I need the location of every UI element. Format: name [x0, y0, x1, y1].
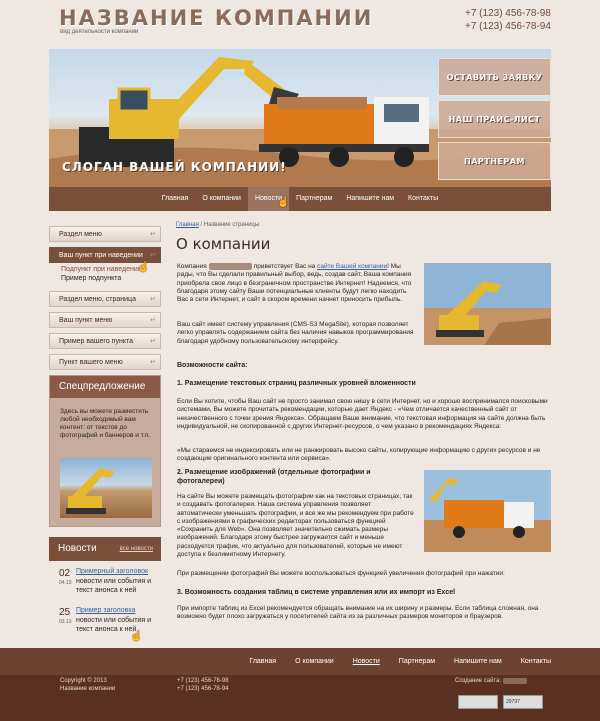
footer-phone-2: +7 (123) 456-78-94 — [177, 686, 229, 692]
submenu-item-example[interactable]: Пример подпункта — [61, 275, 122, 282]
features-heading: Возможности сайта: — [177, 362, 248, 369]
zoom-paragraph: При размещении фотографий Вы можете воспользоваться функцией увеличения фотографий при нажатии: — [177, 570, 505, 577]
footer-company-name: Название компании — [60, 686, 116, 692]
intro-text-mid: приветствует Вас на — [253, 263, 316, 270]
creator-blurred[interactable] — [503, 678, 527, 684]
special-offer-block — [49, 375, 161, 527]
section-3-heading: 3. Возможность создания таблиц в системе управления или их импорт из Excel — [177, 589, 456, 596]
banner-slogan: СЛОГАН ВАШЕЙ КОМПАНИИ! — [62, 160, 287, 174]
page-title: О компании — [176, 235, 271, 253]
footer-nav-about[interactable]: О компании — [295, 658, 334, 665]
breadcrumb — [176, 222, 551, 228]
sidebar-item-section[interactable]: Раздел меню ↵ — [49, 226, 161, 242]
content-image-truck[interactable] — [424, 470, 551, 552]
news-month: 04.13 — [59, 580, 72, 586]
news-title: Новости — [58, 543, 97, 554]
news-text: новости или события и текст анонса к ней — [76, 578, 151, 594]
footer-phones — [177, 677, 229, 693]
images-paragraph: На сайте Вы можете размещать фотографии как на текстовых страницах, так и создавать фотогалереи. Наша система управления позволяет автоматически уменьшать фотографии, и все же мы рекомендуем при работе с изображениями в графических редакторах пользоваться функцией «Сохранить для Web». Она позволяет значительно сжимать размеры изображений. Благодаря этому быстрее загружается сайт и меньше расходуется трафик, что актуально для пользователей, которые не имеют доступа к безлимитному Интернету. — [177, 493, 414, 559]
site-link[interactable]: сайте Вашей компании — [317, 263, 388, 270]
sidebar-item-section-page[interactable]: Раздел меню, страница ↵ — [49, 291, 161, 307]
nav-news[interactable]: Новости — [248, 187, 289, 211]
top-nav — [49, 187, 551, 211]
news-header — [49, 537, 161, 561]
tables-paragraph: При импорте таблиц из Excel рекомендуется обращать внимание на их ширину и размеры. Если таблица сложная, она возможно будет плохо загружаться у посетителей сайта из за различных размеров мониторов и браузеров. — [177, 605, 539, 621]
text-pages-paragraph: Если Вы хотите, чтобы Ваш сайт не просто занимал свою нишу в сети Интернет, но и хорошо воспринимался поисковыми системами, Вы можете прочитать рекомендации, которые дает Яндекс - «Чем отличается качественный сайт от некачественного с точки зрения Яндекса». Обращаем Ваше внимание, что текстовая информация на сайте должна быть индивидуальной, не скопированной с других Интернет-ресурсов, о чем указано в рекомендациях Яндекса: — [177, 398, 548, 430]
nav-partners[interactable]: Партнерам — [296, 195, 333, 202]
visit-counter[interactable] — [503, 695, 543, 709]
breadcrumb-current: Название страницы — [203, 222, 260, 228]
breadcrumb-separator: / — [200, 222, 203, 228]
footer-copyright — [60, 677, 115, 693]
header-phone-2: +7 (123) 456-78-94 — [465, 21, 551, 32]
company-logo[interactable]: НАЗВАНИЕ КОМПАНИИ — [59, 6, 374, 30]
header-phone-1: +7 (123) 456-78-98 — [465, 8, 551, 19]
section-1-heading: 1. Размещение текстовых страниц различных уровней вложенности — [177, 380, 416, 387]
sidebar-item-your-item[interactable]: Ваш пункт меню ↵ — [49, 312, 161, 328]
sidebar-item-hover[interactable]: Ваш пункт при наведении ↵ — [49, 247, 161, 263]
all-news-link[interactable]: все новости — [119, 546, 153, 552]
content-image-excavator[interactable] — [424, 263, 551, 345]
nav-write-us[interactable]: Напишите нам — [346, 195, 395, 202]
nav-about[interactable]: О компании — [202, 195, 241, 202]
logo-subtitle: вид деятельности компании — [60, 29, 139, 35]
section-2-heading: 2. Размещение изображений (отдельные фотографии и фотогалереи) — [177, 469, 371, 485]
header — [0, 0, 600, 48]
nav-contacts[interactable]: Контакты — [408, 195, 439, 202]
yandex-quote: «Мы стараемся не индексировать или не ранжировать высоко сайты, копирующие информацию с других ресурсов и не создающие оригинального контента или сервиса». — [177, 447, 541, 463]
intro-paragraph — [177, 263, 417, 304]
liveinternet-counter[interactable] — [458, 695, 498, 709]
footer-nav-news[interactable]: Новости — [352, 658, 380, 665]
special-offer-text: Здесь вы можете разместить любой необходимый вам контент: от текстов до фотографий и баннеров и т.п. — [60, 408, 151, 439]
news-item — [49, 568, 161, 600]
sidebar-item-example[interactable]: Пример вашего пункта ↵ — [49, 333, 161, 349]
news-month: 03.13 — [59, 619, 72, 625]
price-list-button[interactable]: НАШ ПРАЙС-ЛИСТ — [438, 100, 551, 138]
footer-nav-contacts[interactable]: Контакты — [520, 658, 551, 665]
main-content — [176, 222, 551, 253]
intro-text-end: ! Мы рады, что Вы сделали правильный выбор, ведь, создав сайт, Ваша компания приобрела свое лицо в безграничном пространстве Интернет! Надеемся, что благодаря этому сайту Ваши потенциальные клиенты будут легко находить Вас в сети Интернет, и сайт в скором времени начнет приносить прибыль. — [177, 263, 412, 304]
copyright-text: Copyright © 2013 — [60, 678, 107, 684]
cms-paragraph: Ваш сайт имеет систему управления (CMS-S3 MegaSite), которая позволяет легко управлять содержанием сайта без наличия навыков программирования благодаря удобному пользовательскому интерфейсу. — [177, 321, 414, 345]
sidebar-item-your-menu[interactable]: Пункт вашего меню ↵ — [49, 354, 161, 370]
breadcrumb-home[interactable]: Главная — [176, 222, 199, 228]
news-block — [49, 537, 161, 642]
footer-nav-partners[interactable]: Партнерам — [398, 658, 436, 665]
news-link[interactable]: Примерный заголовок — [76, 568, 149, 575]
intro-text-start: Компания — [177, 263, 207, 270]
news-day: 02 — [59, 568, 71, 579]
nav-home[interactable]: Главная — [161, 195, 189, 202]
news-cursor-icon: ☝ — [130, 631, 143, 642]
news-item — [49, 607, 161, 642]
mouse-cursor-icon: ☝ — [277, 197, 290, 208]
company-name-blurred — [209, 263, 252, 270]
special-offer-title: Спецпредложение — [50, 376, 160, 398]
news-link[interactable]: Пример заголовка — [76, 607, 136, 614]
footer-nav — [0, 648, 600, 675]
request-button[interactable]: ОСТАВИТЬ ЗАЯВКУ — [438, 58, 551, 96]
footer-nav-write-us[interactable]: Напишите нам — [454, 658, 502, 665]
news-text: новости или события и текст анонса к ней — [76, 617, 151, 633]
partners-button[interactable]: ПАРТНЕРАМ — [438, 142, 551, 180]
footer-nav-home[interactable]: Главная — [249, 658, 277, 665]
submenu-item-hover[interactable]: Подпункт при наведении — [61, 266, 142, 273]
special-offer-image[interactable] — [60, 458, 152, 518]
footer-phone-1: +7 (123) 456-78-98 — [177, 678, 229, 684]
sidebar-menu — [49, 226, 161, 375]
hover-cursor-icon: ☝ — [137, 262, 150, 273]
news-day: 25 — [59, 607, 71, 618]
counter-value: 29797 — [506, 699, 520, 705]
site-creator — [455, 677, 527, 685]
created-label: Создание сайта: — [455, 678, 502, 684]
